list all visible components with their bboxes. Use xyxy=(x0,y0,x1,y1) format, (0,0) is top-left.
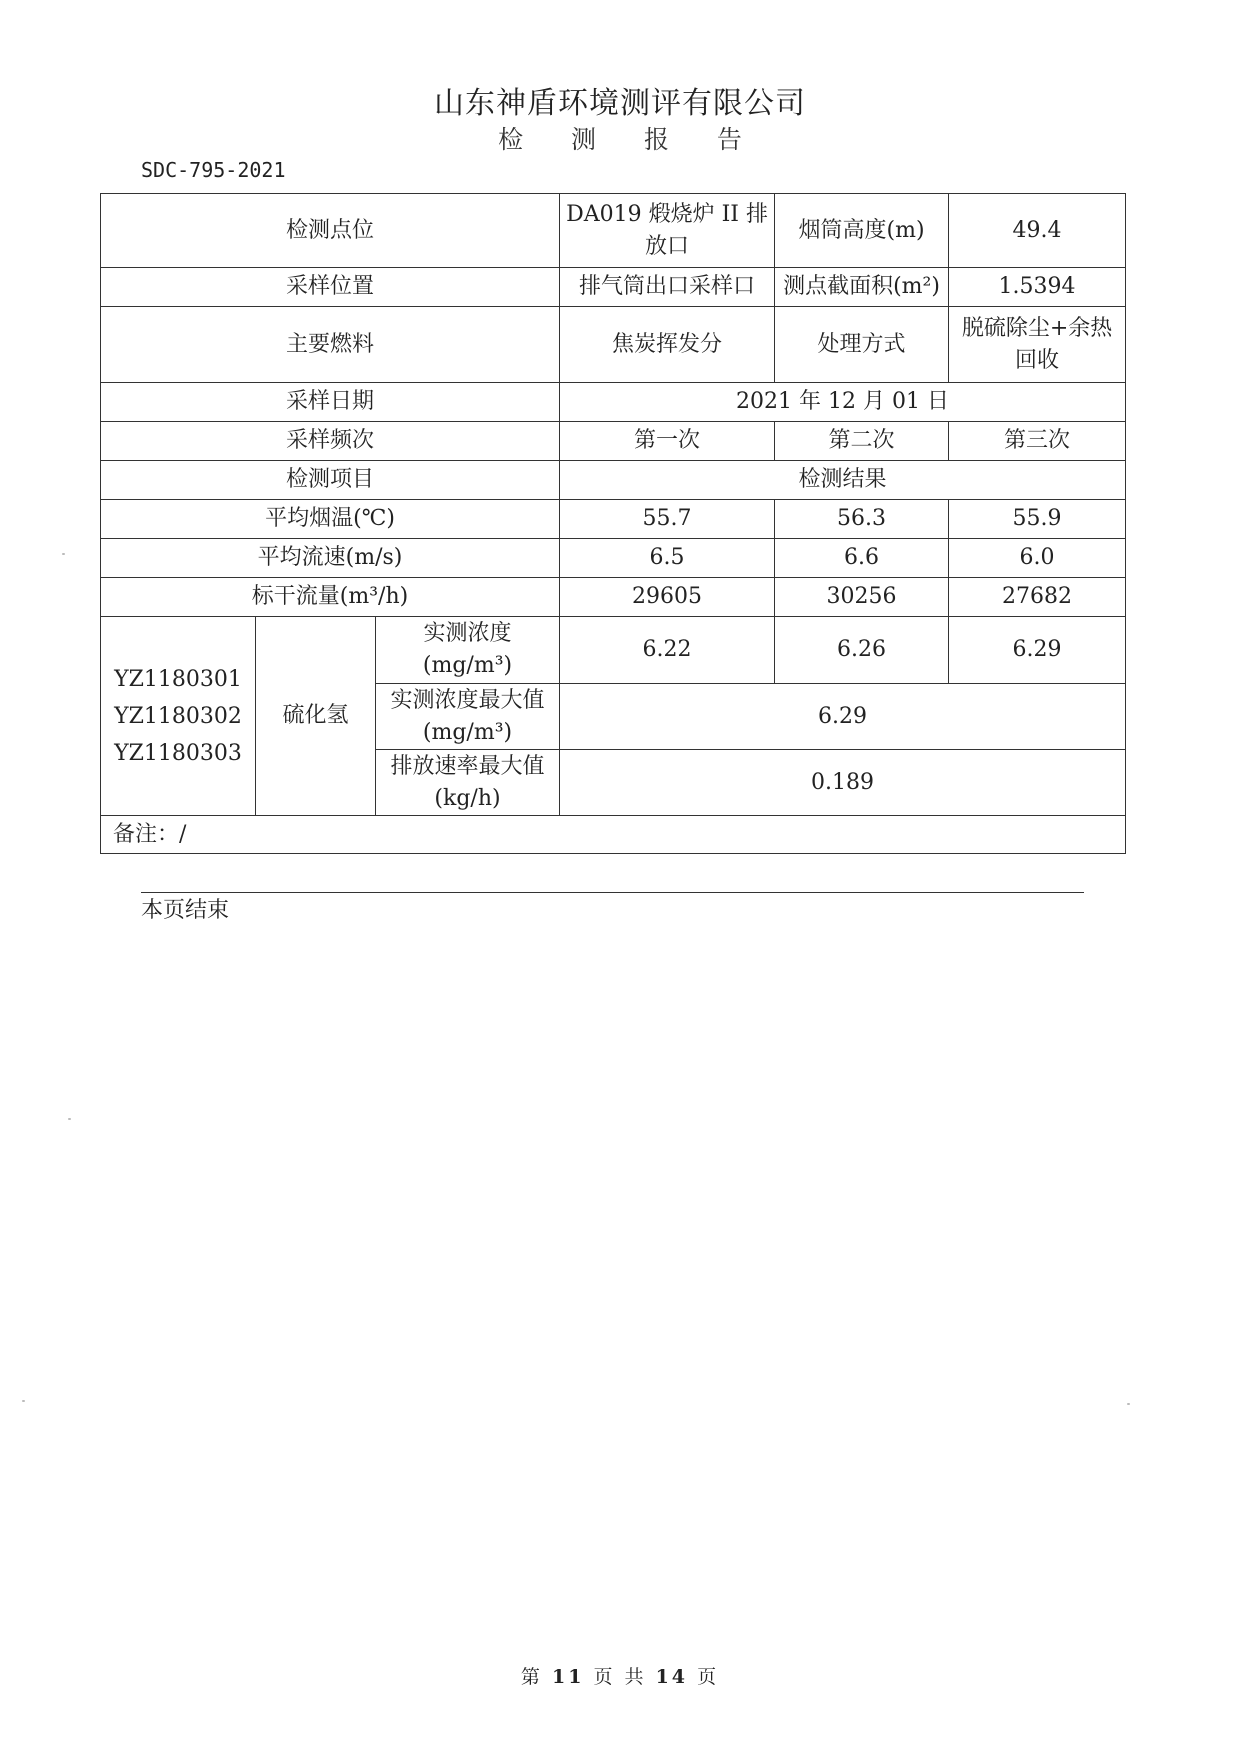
row-value: 55.9 xyxy=(949,500,1126,539)
date-label: 采样日期 xyxy=(101,383,560,422)
result-label: 检测结果 xyxy=(560,461,1126,500)
result-table xyxy=(100,193,1126,854)
row-value: 55.7 xyxy=(560,500,775,539)
scan-speck xyxy=(22,1400,25,1402)
row-value: 6.6 xyxy=(775,539,949,578)
table-row xyxy=(101,539,1126,578)
frequency-label: 采样频次 xyxy=(101,422,560,461)
max-rate-label: 排放速率最大值(kg/h) xyxy=(376,750,560,816)
table-row xyxy=(101,816,1126,854)
row-value: 27682 xyxy=(949,578,1126,617)
report-number: SDC-795-2021 xyxy=(141,158,286,182)
treatment-value: 脱硫除尘+余热回收 xyxy=(949,307,1126,383)
table-row xyxy=(101,383,1126,422)
point-value: DA019 煅烧炉 II 排放口 xyxy=(560,194,775,268)
fuel-value: 焦炭挥发分 xyxy=(560,307,775,383)
max-conc-value: 6.29 xyxy=(560,684,1126,750)
pollutant-name: 硫化氢 xyxy=(256,617,376,816)
table-row xyxy=(101,461,1126,500)
round-2: 第二次 xyxy=(775,422,949,461)
stack-height-value: 49.4 xyxy=(949,194,1126,268)
table-row xyxy=(101,194,1126,268)
table-row xyxy=(101,422,1126,461)
table-row xyxy=(101,307,1126,383)
sampling-position-label: 采样位置 xyxy=(101,268,560,307)
section-area-value: 1.5394 xyxy=(949,268,1126,307)
row-label: 平均流速(m/s) xyxy=(101,539,560,578)
round-1: 第一次 xyxy=(560,422,775,461)
sample-ids xyxy=(101,617,256,816)
stack-height-label: 烟筒高度(m) xyxy=(775,194,949,268)
company-name: 山东神盾环境测评有限公司 xyxy=(434,86,806,121)
remark: 备注：/ xyxy=(101,816,1126,854)
table-row xyxy=(101,500,1126,539)
row-value: 30256 xyxy=(775,578,949,617)
fuel-label: 主要燃料 xyxy=(101,307,560,383)
sample-id: YZ1180301 xyxy=(114,666,242,692)
round-3: 第三次 xyxy=(949,422,1126,461)
row-label: 平均烟温(℃) xyxy=(101,500,560,539)
page-footer xyxy=(0,1662,1240,1689)
sample-id: YZ1180302 xyxy=(114,703,242,729)
measured-conc-value: 6.29 xyxy=(949,617,1126,684)
row-value: 6.0 xyxy=(949,539,1126,578)
treatment-label: 处理方式 xyxy=(775,307,949,383)
row-value: 6.5 xyxy=(560,539,775,578)
page-total: 14 xyxy=(655,1666,689,1688)
max-conc-label: 实测浓度最大值(mg/m³) xyxy=(376,684,560,750)
row-label: 标干流量(m³/h) xyxy=(101,578,560,617)
footer-middle: 页 共 xyxy=(593,1666,647,1688)
item-label: 检测项目 xyxy=(101,461,560,500)
measured-conc-value: 6.22 xyxy=(560,617,775,684)
document-title: 检 测 报 告 xyxy=(498,125,762,154)
measured-conc-label: 实测浓度(mg/m³) xyxy=(376,617,560,684)
table-row xyxy=(101,578,1126,617)
max-rate-value: 0.189 xyxy=(560,750,1126,816)
end-divider xyxy=(141,892,1084,893)
date-value: 2021 年 12 月 01 日 xyxy=(560,383,1126,422)
scan-speck xyxy=(62,553,65,555)
sample-id: YZ1180303 xyxy=(114,740,242,766)
section-area-label: 测点截面积(m²) xyxy=(775,268,949,307)
footer-suffix: 页 xyxy=(697,1666,720,1688)
point-label: 检测点位 xyxy=(101,194,560,268)
end-of-page-text: 本页结束 xyxy=(141,898,230,923)
table-row xyxy=(101,268,1126,307)
scan-speck xyxy=(1127,1403,1130,1405)
measured-conc-value: 6.26 xyxy=(775,617,949,684)
table-row xyxy=(101,617,1126,684)
scan-speck xyxy=(68,1118,71,1120)
sampling-position-value: 排气筒出口采样口 xyxy=(560,268,775,307)
row-value: 29605 xyxy=(560,578,775,617)
footer-prefix: 第 xyxy=(520,1666,543,1688)
page-number: 11 xyxy=(551,1666,585,1688)
row-value: 56.3 xyxy=(775,500,949,539)
